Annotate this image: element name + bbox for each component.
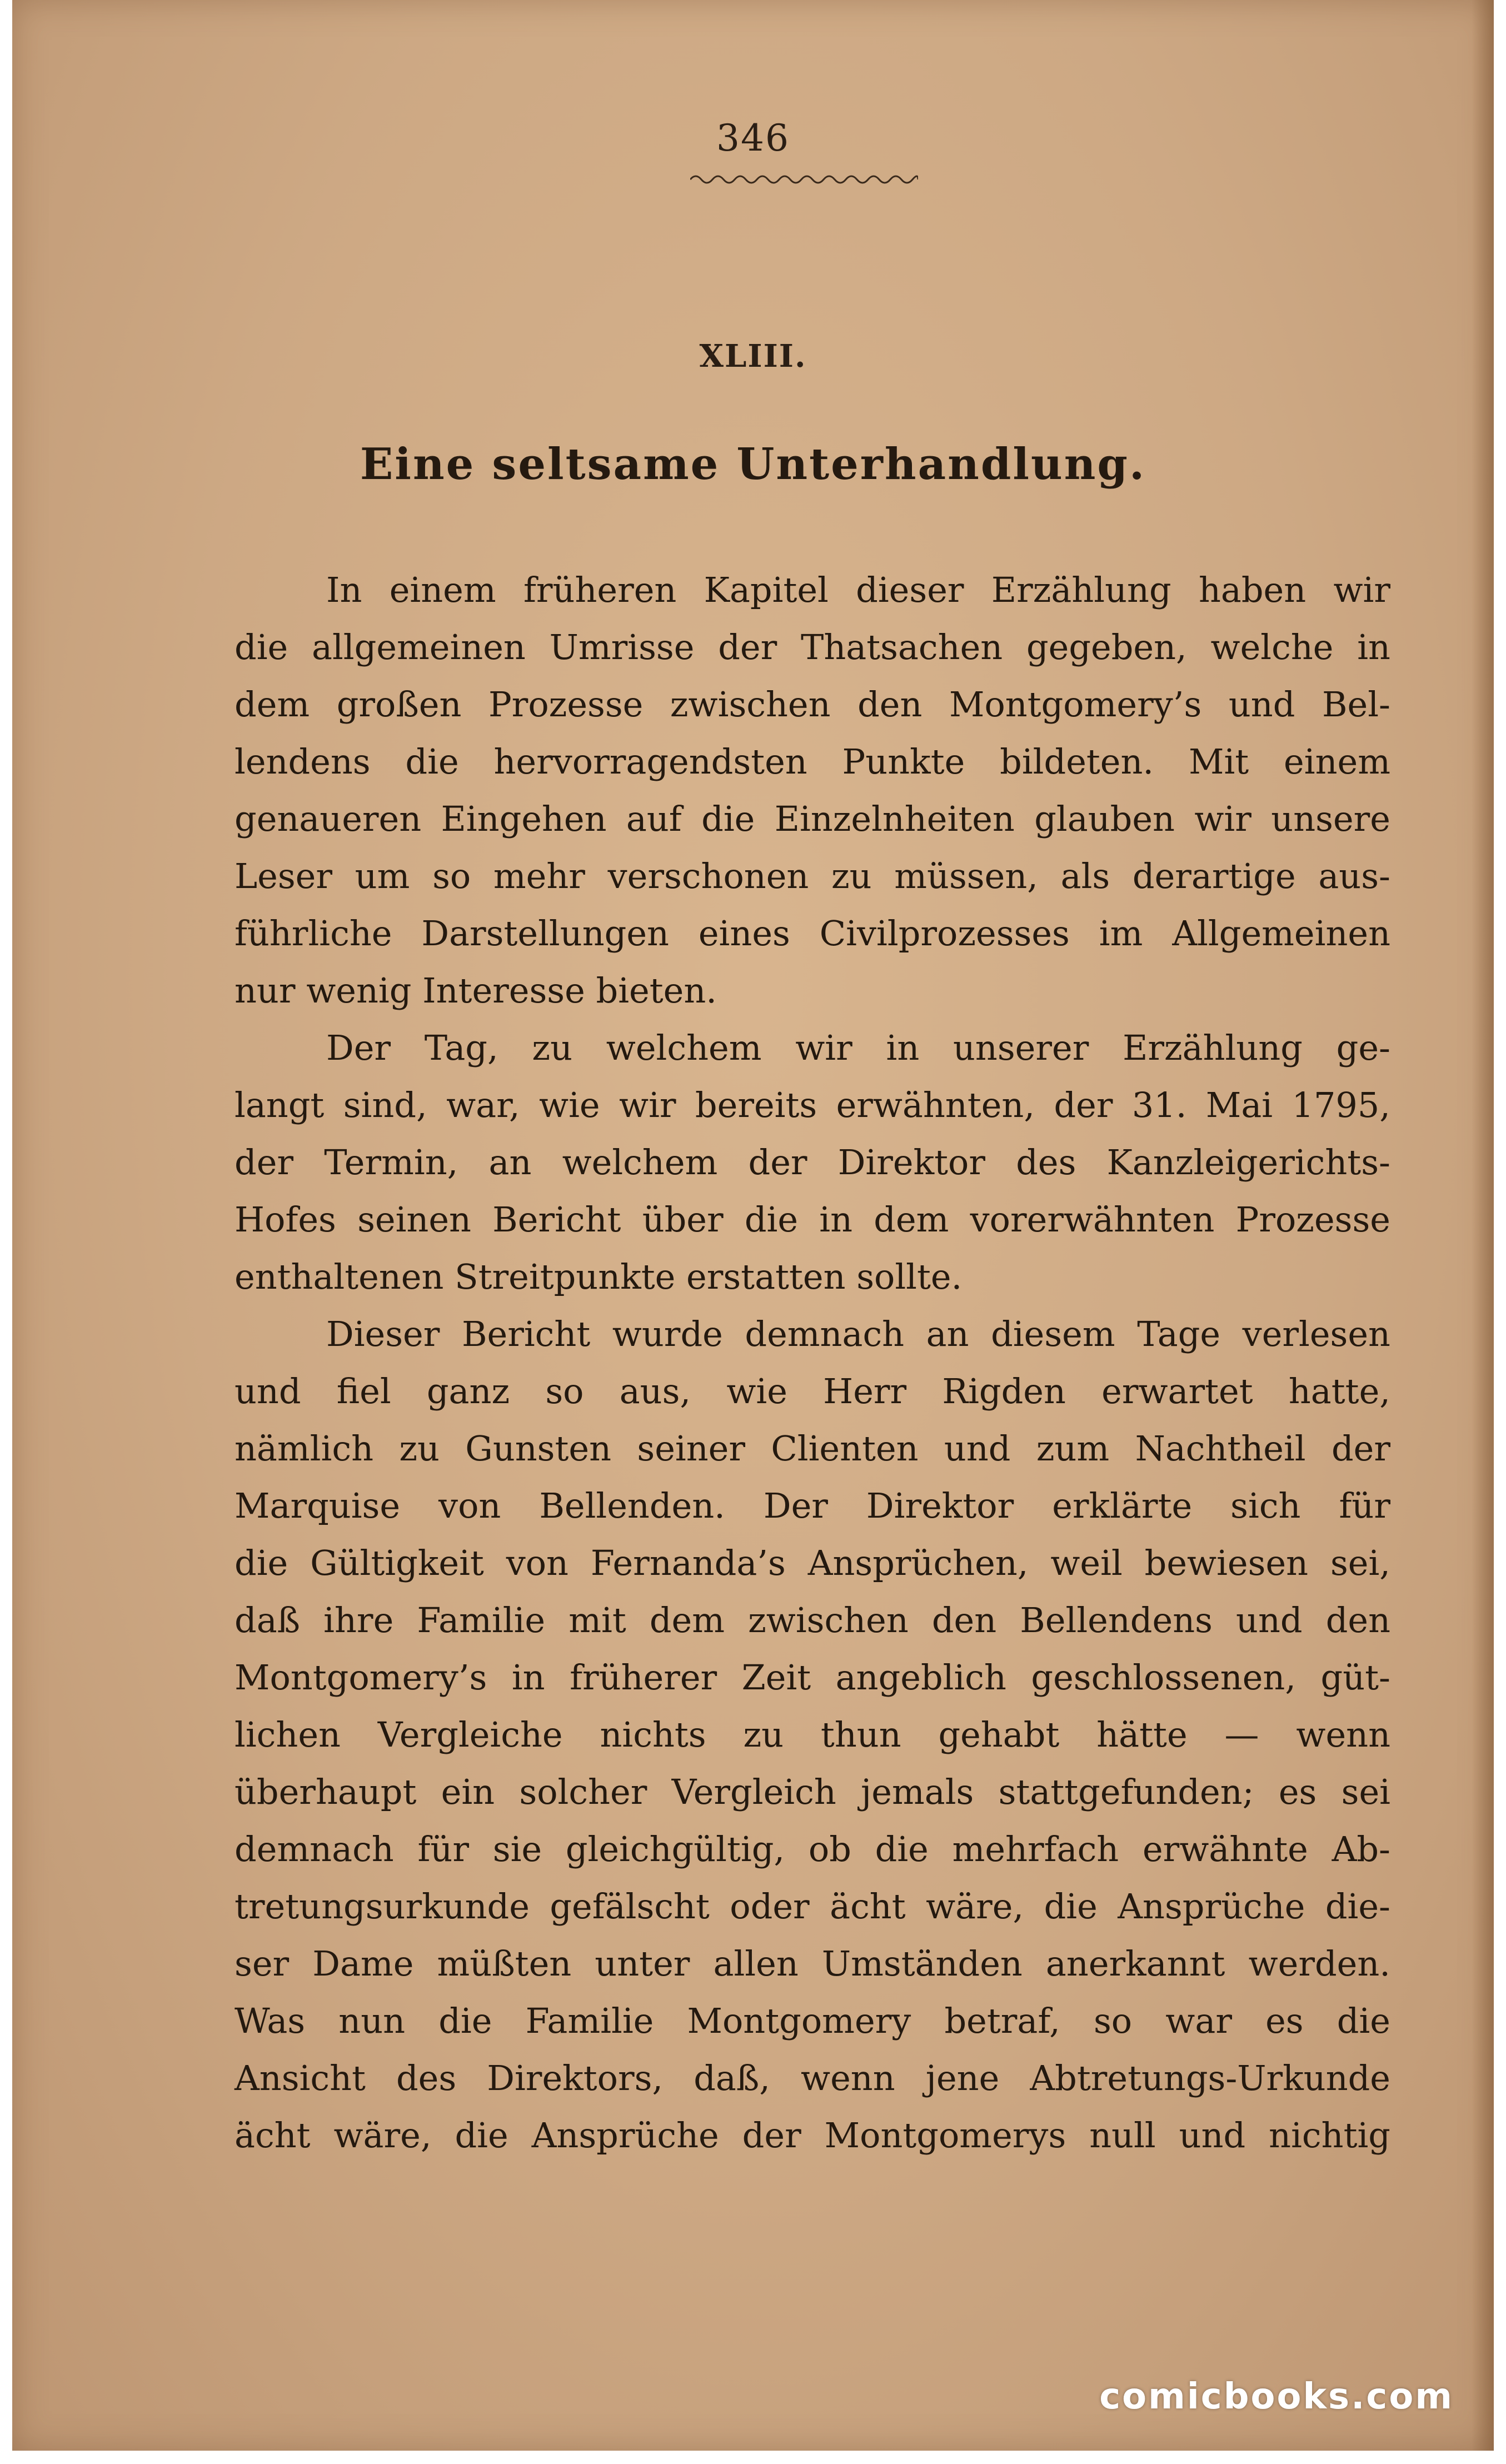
body-text [235, 561, 1390, 2164]
text-line: Ansicht des Direktors, daß, wenn jene Abtretungs-Urkunde [235, 2058, 1390, 2098]
page-number: 346 [716, 117, 790, 159]
book-page [12, 0, 1494, 2451]
text-line: der Termin, an welchem der Direktor des Kanzleigerichts- [235, 1142, 1390, 1183]
page-header [12, 117, 1494, 159]
text-line: langt sind, war, wie wir bereits erwähnten, der 31. Mai 1795, [235, 1085, 1390, 1125]
text-line: nämlich zu Gunsten seiner Clienten und zum Nachtheil der [235, 1428, 1390, 1469]
page-edge-shadow [1472, 0, 1494, 2451]
text-line: genaueren Eingehen auf die Einzelnheiten glauben wir unsere [235, 799, 1390, 839]
text-line: die allgemeinen Umrisse der Thatsachen gegeben, welche in [235, 627, 1390, 667]
text-line: lendens die hervorragendsten Punkte bildeten. Mit einem [235, 741, 1390, 782]
text-line: Was nun die Familie Montgomery betraf, so war es die [235, 2001, 1390, 2041]
text-line: demnach für sie gleichgültig, ob die mehrfach erwähnte Ab- [235, 1829, 1390, 1869]
text-line: die Gültigkeit von Fernanda’s Ansprüchen, weil bewiesen sei, [235, 1543, 1390, 1583]
chapter-title: Eine seltsame Unterhandlung. [360, 439, 1146, 490]
text-line: daß ihre Familie mit dem zwischen den Bellendens und den [235, 1600, 1390, 1640]
watermark: comicbooks.com [1099, 2376, 1454, 2417]
text-line: Der Tag, zu welchem wir in unserer Erzählung ge- [326, 1028, 1390, 1068]
text-line: nur wenig Interesse bieten. [235, 970, 717, 1011]
text-line: dem großen Prozesse zwischen den Montgomery’s und Bel- [235, 684, 1390, 725]
text-line: Montgomery’s in früherer Zeit angeblich geschlossenen, güt- [235, 1657, 1390, 1698]
text-line: Leser um so mehr verschonen zu müssen, als derartige aus- [235, 856, 1390, 896]
text-line: In einem früheren Kapitel dieser Erzählung haben wir [326, 570, 1390, 610]
text-line: lichen Vergleiche nichts zu thun gehabt hätte — wenn [235, 1714, 1390, 1755]
text-line: und fiel ganz so aus, wie Herr Rigden erwartet hatte, [235, 1371, 1390, 1411]
chapter-number: XLIII. [699, 338, 807, 375]
wavy-rule-ornament [690, 169, 918, 186]
text-line: ächt wäre, die Ansprüche der Montgomerys null und nichtig [235, 2115, 1390, 2156]
text-line: Hofes seinen Bericht über die in dem vorerwähnten Prozesse [235, 1199, 1390, 1240]
text-line: tretungsurkunde gefälscht oder ächt wäre, die Ansprüche die- [235, 1886, 1390, 1927]
text-line: enthaltenen Streitpunkte erstatten sollte. [235, 1256, 963, 1297]
text-line: überhaupt ein solcher Vergleich jemals stattgefunden; es sei [235, 1772, 1390, 1812]
text-line: Dieser Bericht wurde demnach an diesem Tage verlesen [326, 1314, 1390, 1354]
text-line: ser Dame müßten unter allen Umständen anerkannt werden. [235, 1943, 1390, 1984]
text-line: führliche Darstellungen eines Civilprozesses im Allgemeinen [235, 913, 1390, 954]
text-line: Marquise von Bellenden. Der Direktor erklärte sich für [235, 1485, 1390, 1526]
